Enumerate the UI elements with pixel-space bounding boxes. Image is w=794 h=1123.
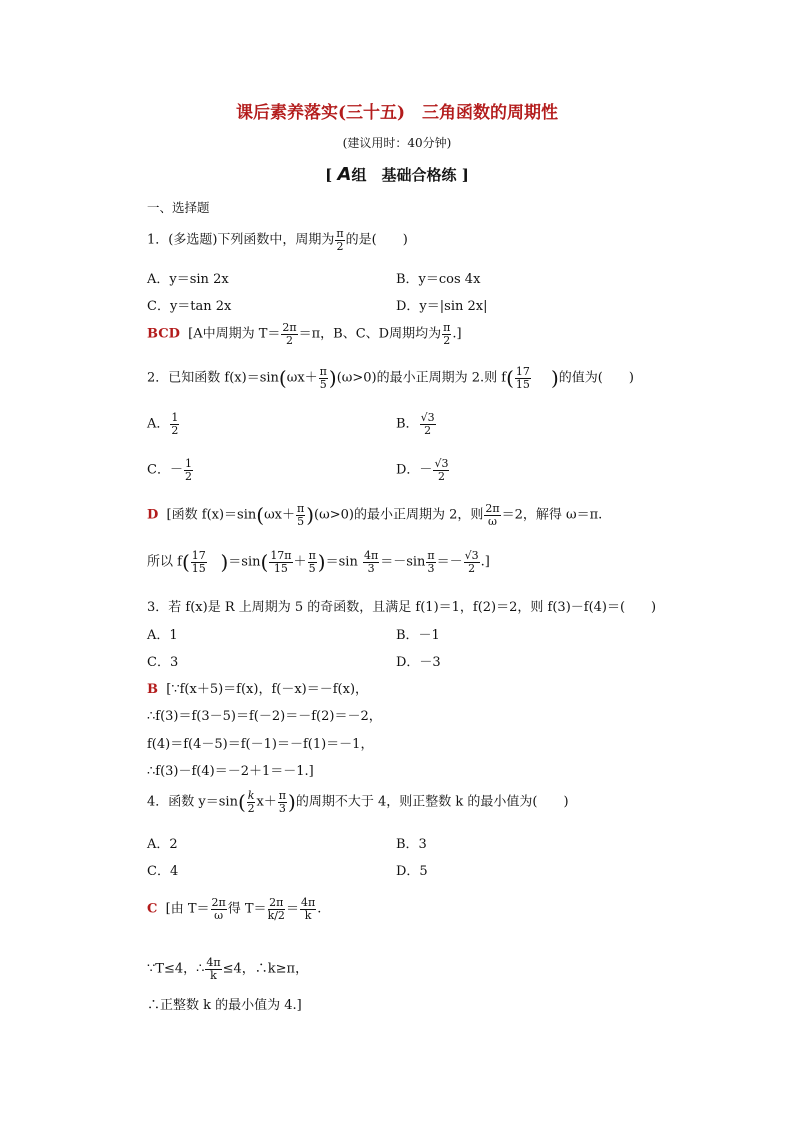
q1-answer: BCD (147, 326, 180, 342)
q4-option-c: C．4 (147, 864, 179, 879)
q1-option-b: B．y＝cos 4x (396, 272, 481, 287)
q4-solution-line3: ∴正整数 k 的最小值为 4.] (147, 998, 302, 1013)
q2-option-b: B． $\frac{√3}{2}$ (396, 411, 435, 437)
bracket-left: [ (325, 166, 333, 184)
q1-solution: BCD [A中周期为 T＝ $\frac{2\pi}{2}$ ＝π，B、C、D周期均为 $\frac{\pi}{2}$ .] (147, 321, 462, 347)
q3-solution-line4: ∴f(3)－f(4)＝－2＋1＝－1.] (147, 764, 314, 779)
q2-option-d: D．－ $\frac{√3}{2}$ (396, 457, 449, 483)
page-title: 课后素养落实(三十五) 三角函数的周期性 (235, 103, 559, 123)
q1-option-c: C．y＝tan 2x (147, 299, 232, 314)
q3-option-c: C．3 (147, 655, 179, 670)
q1-option-d: D．y＝|sin 2x| (396, 299, 488, 314)
q4-solution-line2: ∵T≤4，∴ $\frac{4\pi}{k}$ ≤4，∴k≥π， (147, 956, 309, 982)
q3-solution-line2: ∴f(3)＝f(3－5)＝f(－2)＝－f(2)＝－2， (147, 709, 382, 724)
q1-stem: 1．(多选题)下列函数中，周期为 $\frac{\pi}{2}$ 的是( ) (147, 227, 408, 253)
q4-stem: 4．函数 y＝sin( $\frac{k}{2}$ x＋ $\frac{\pi}{3}$ )的周期不大于 4，则正整数 k 的最小值为( ) (147, 789, 569, 815)
q4-option-d: D．5 (396, 864, 428, 879)
q3-answer: B (147, 682, 158, 697)
q4-option-a: A．2 (147, 837, 178, 852)
q2-option-c: C．－ $\frac{1}{2}$ (147, 457, 192, 483)
q4-answer: C (147, 901, 158, 917)
q3-solution-line3: f(4)＝f(4－5)＝f(－1)＝－f(1)＝－1， (147, 737, 374, 752)
q2-option-a: A． $\frac{1}{2}$ (147, 411, 179, 437)
q2-solution-line2: 所以 f( $\frac{17}{15}$ )＝sin( $\frac{17\pi}{15}$ ＋ $\frac{\pi}{5}$ )＝sin $\frac{4\pi}{3}$ ＝－sin $\frac{\pi}{3}$ ＝－ $\frac{√3}{2}$ .] (147, 549, 490, 575)
q3-option-b: B．－1 (396, 628, 440, 643)
group-letter: A (337, 164, 352, 185)
q1-frac: $\frac{\pi}{2}$ (336, 227, 344, 253)
group-label: 组 基础合格练 (351, 166, 457, 184)
q3-solution-line1: B [∵f(x＋5)＝f(x)，f(－x)＝－f(x)， (147, 682, 369, 697)
q4-option-b: B．3 (396, 837, 427, 852)
suggested-time: (建议用时：40分钟) (342, 136, 452, 150)
q3-option-d: D．－3 (396, 655, 441, 670)
bracket-right: ] (461, 166, 469, 184)
q3-stem: 3．若 f(x)是 R 上周期为 5 的奇函数，且满足 f(1)＝1，f(2)＝2，则 f(3)－f(4)＝( ) (147, 600, 657, 615)
q2-stem: 2．已知函数 f(x)＝sin(ωx＋ $\frac{\pi}{5}$ )(ω>0)的最小正周期为 2.则 f( $\frac{17}{15}$ )的值为( ) (147, 365, 634, 391)
q3-option-a: A．1 (147, 628, 178, 643)
section-heading: 一、选择题 (147, 200, 210, 215)
q1-option-a: A．y＝sin 2x (147, 272, 229, 287)
q2-solution-line1: D [函数 f(x)＝sin(ωx＋ $\frac{\pi}{5}$ )(ω>0)的最小正周期为 2，则 $\frac{2\pi}{\omega}$ ＝2，解得 ω＝π. (147, 502, 603, 528)
q2-answer: D (147, 507, 159, 523)
group-heading (0, 164, 794, 185)
q4-solution-line1: C [由 T＝ $\frac{2\pi}{\omega}$ 得 T＝ $\frac{2\pi}{k/2}$ ＝ $\frac{4\pi}{k}$ . (147, 896, 322, 922)
